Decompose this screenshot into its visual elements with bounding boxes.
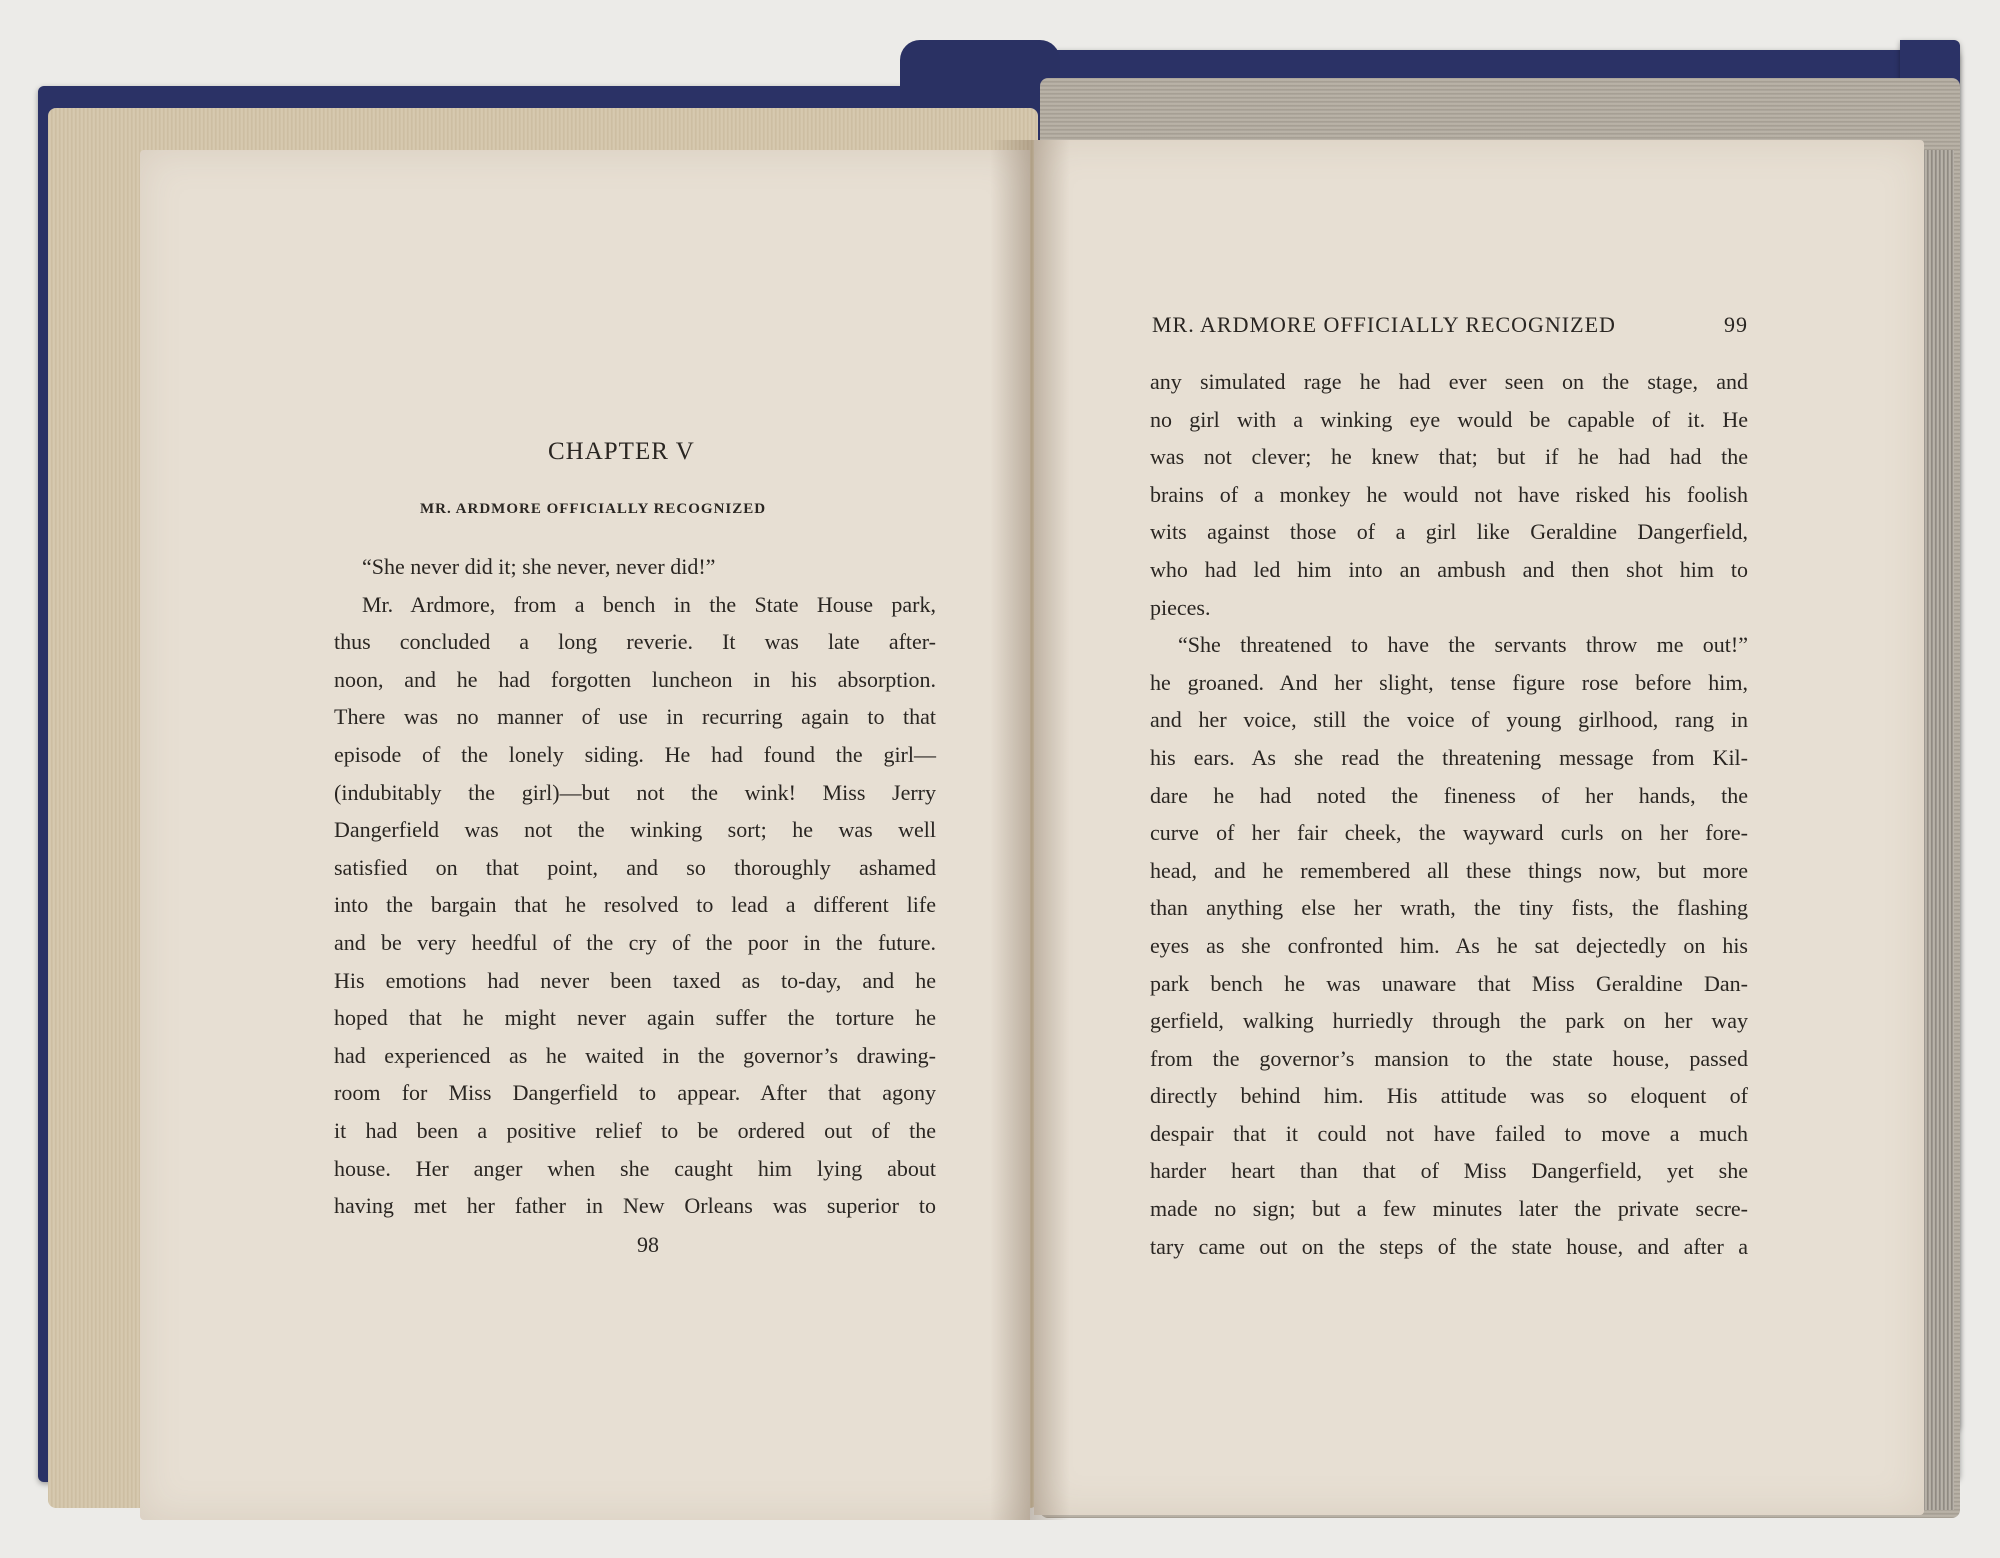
text-line: house. Her anger when she caught him lying about: [334, 1155, 936, 1181]
running-head: [1152, 312, 1748, 338]
text-line: despair that it could not have failed to move a much: [1150, 1120, 1748, 1146]
text-line: had experienced as he waited in the governor’s drawing-: [334, 1042, 936, 1068]
text-line: hoped that he might never again suffer the torture he: [334, 1005, 936, 1031]
text-line: was not clever; he knew that; but if he had had the: [1150, 444, 1748, 470]
text-line: park bench he was unaware that Miss Geraldine Dan-: [1150, 970, 1748, 996]
running-head-title: MR. ARDMORE OFFICIALLY RECOGNIZED: [1152, 312, 1616, 337]
text-line: and her voice, still the voice of young girlhood, rang in: [1150, 707, 1748, 733]
text-line: eyes as she confronted him. As he sat dejectedly on his: [1150, 932, 1748, 958]
page-edge-right: [1920, 150, 1954, 1510]
left-page-number: 98: [637, 1232, 659, 1257]
text-line: brains of a monkey he would not have risked his foolish: [1150, 481, 1748, 507]
text-line: made no sign; but a few minutes later the private secre-: [1150, 1196, 1748, 1222]
text-line: any simulated rage he had ever seen on the stage, and: [1150, 369, 1748, 394]
text-line: and be very heedful of the cry of the poor in the future.: [334, 929, 936, 955]
text-line: tary came out on the steps of the state house, and after a: [1150, 1233, 1748, 1259]
text-line: from the governor’s mansion to the state house, passed: [1150, 1045, 1748, 1071]
chapter-title: MR. ARDMORE OFFICIALLY RECOGNIZED: [420, 501, 767, 517]
text-line: (indubitably the girl)—but not the wink! Miss Jerry: [334, 779, 936, 805]
left-page-text: [334, 548, 936, 1225]
text-line: his ears. As she read the threatening message from Kil-: [1150, 744, 1748, 770]
text-line: harder heart than that of Miss Dangerfield, yet she: [1150, 1158, 1748, 1184]
text-line: noon, and he had forgotten luncheon in his absorption.: [334, 666, 936, 692]
text-line: curve of her fair cheek, the wayward curls on her fore-: [1150, 820, 1748, 846]
text-line: gerfield, walking hurriedly through the park on her way: [1150, 1008, 1748, 1034]
text-line: into the bargain that he resolved to lead a different life: [334, 892, 936, 918]
text-line: thus concluded a long reverie. It was late after-: [334, 629, 936, 655]
text-line: head, and he remembered all these things now, but more: [1150, 857, 1748, 883]
text-line: he groaned. And her slight, tense figure rose before him,: [1150, 669, 1748, 695]
text-line: it had been a positive relief to be ordered out of the: [334, 1117, 936, 1143]
right-page-text: [1150, 363, 1748, 1265]
right-page-number: 99: [1724, 312, 1748, 337]
text-line: having met her father in New Orleans was superior to: [334, 1193, 936, 1219]
text-line: pieces.: [1150, 594, 1211, 620]
text-line: Dangerfield was not the winking sort; he was well: [334, 817, 936, 843]
text-line: dare he had noted the fineness of her hands, the: [1150, 782, 1748, 808]
text-line: episode of the lonely siding. He had found the girl—: [334, 741, 936, 767]
text-line: wits against those of a girl like Geraldine Dangerfield,: [1150, 519, 1748, 545]
text-line: satisfied on that point, and so thoroughly ashamed: [334, 854, 936, 880]
text-line: There was no manner of use in recurring again to that: [334, 704, 936, 730]
text-line: “She never did it; she never, never did!”: [362, 554, 716, 579]
text-line: no girl with a winking eye would be capable of it. He: [1150, 406, 1748, 432]
text-line: who had led him into an ambush and then shot him to: [1150, 556, 1748, 582]
chapter-heading: CHAPTER V: [548, 438, 695, 465]
text-line: than anything else her wrath, the tiny fists, the flashing: [1150, 895, 1748, 921]
text-line: “She threatened to have the servants throw me out!”: [1178, 632, 1748, 658]
text-line: room for Miss Dangerfield to appear. After that agony: [334, 1080, 936, 1106]
text-line: Mr. Ardmore, from a bench in the State House park,: [362, 591, 936, 617]
book-gutter: [990, 140, 1070, 1520]
text-line: His emotions had never been taxed as to-day, and he: [334, 967, 936, 993]
text-line: directly behind him. His attitude was so eloquent of: [1150, 1083, 1748, 1109]
